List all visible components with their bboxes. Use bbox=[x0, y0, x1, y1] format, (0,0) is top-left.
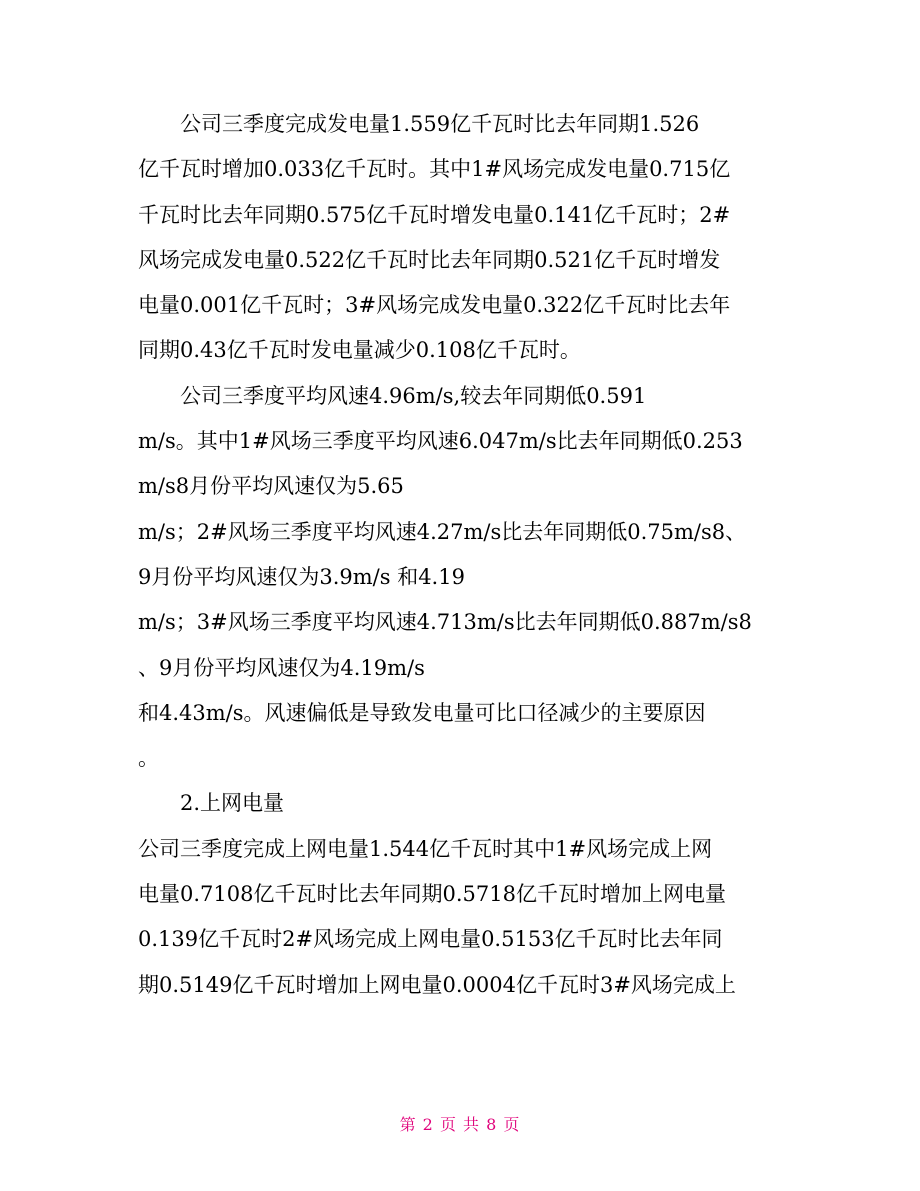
page-number-footer: 第 2 页 共 8 页 bbox=[399, 1115, 521, 1134]
text-line: 期0.5149亿千瓦时增加上网电量0.0004亿千瓦时3#风场完成上 bbox=[138, 972, 736, 997]
text-line: 同期0.43亿千瓦时发电量减少0.108亿千瓦时。 bbox=[138, 338, 581, 363]
text-line: 9月份平均风速仅为3.9m/s 和4.19 bbox=[138, 564, 465, 589]
text-line: 电量0.7108亿千瓦时比去年同期0.5718亿千瓦时增加上网电量 bbox=[138, 882, 726, 907]
text-line: 、9月份平均风速仅为4.19m/s bbox=[138, 655, 425, 680]
text-line: m/s；2#风场三季度平均风速4.27m/s比去年同期低0.75m/s8、 bbox=[138, 519, 747, 544]
text-line: 和4.43m/s。风速偏低是导致发电量可比口径减少的主要原因 bbox=[138, 700, 706, 725]
text-line: 公司三季度完成上网电量1.544亿千瓦时其中1#风场完成上网 bbox=[138, 836, 713, 861]
text-line: 0.139亿千瓦时2#风场完成上网电量0.5153亿千瓦时比去年同 bbox=[138, 927, 723, 952]
text-line: 公司三季度平均风速4.96m/s,较去年同期低0.591 bbox=[180, 383, 647, 408]
text-line: m/s。其中1#风场三季度平均风速6.047m/s比去年同期低0.253 bbox=[138, 429, 743, 454]
text-line: 。 bbox=[138, 746, 159, 771]
text-line: 公司三季度完成发电量1.559亿千瓦时比去年同期1.526 bbox=[180, 112, 700, 136]
text-line: 电量0.001亿千瓦时；3#风场完成发电量0.322亿千瓦时比去年 bbox=[138, 293, 731, 318]
section-heading: 2.上网电量 bbox=[180, 791, 285, 816]
text-line: m/s8月份平均风速仅为5.65 bbox=[138, 474, 404, 499]
text-line: 风场完成发电量0.522亿千瓦时比去年同期0.521亿千瓦时增发 bbox=[138, 247, 721, 272]
text-line: 亿千瓦时增加0.033亿千瓦时。其中1#风场完成发电量0.715亿 bbox=[138, 157, 731, 182]
document-body bbox=[138, 102, 788, 1008]
text-line: m/s；3#风场三季度平均风速4.713m/s比去年同期低0.887m/s8 bbox=[138, 610, 752, 635]
text-line: 千瓦时比去年同期0.575亿千瓦时增发电量0.141亿千瓦时；2# bbox=[138, 202, 731, 227]
